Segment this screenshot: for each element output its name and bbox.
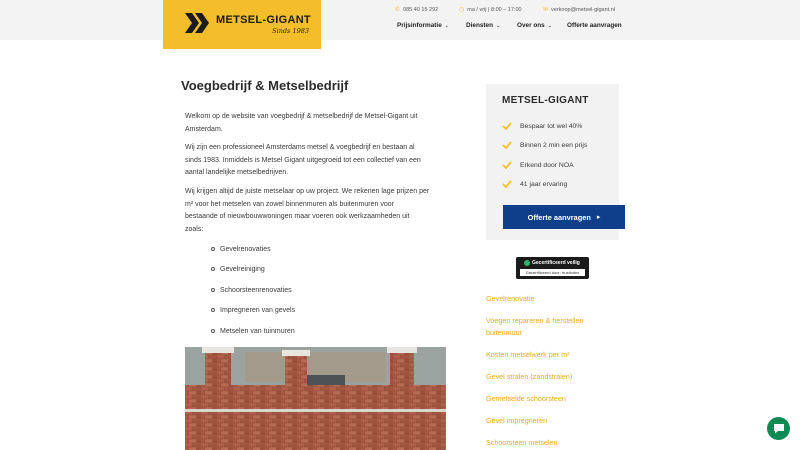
text-line: Wij zijn een professioneel Amsterdams metsel & voegbedrijf en bestaan al xyxy=(185,144,415,151)
feature-label: Erkend door NOA xyxy=(520,161,574,169)
card-title: METSEL-GIGANT xyxy=(502,95,589,106)
link-gemetselde-schoorsteen[interactable]: Gemetselde schoorsteen xyxy=(486,394,566,403)
about-paragraph xyxy=(185,142,450,180)
nav-diensten[interactable] xyxy=(466,22,500,29)
feature-item xyxy=(502,141,587,149)
intro-paragraph xyxy=(185,111,450,136)
list-item-label: Impregneren van gevels xyxy=(220,307,296,314)
check-icon xyxy=(502,141,512,149)
logo-since: Sinds 1983 xyxy=(272,27,309,35)
feature-label: Bespaar tot wel 40% xyxy=(520,122,583,130)
link-gevel-stralen[interactable]: Gevel stralen (zandstralen) xyxy=(486,372,573,381)
bullet-icon xyxy=(211,308,215,312)
text-line: Amsterdam. xyxy=(185,125,223,133)
email-address: verkoop@metsel-gigant.nl xyxy=(551,6,616,13)
text-line: zoals: xyxy=(185,225,204,233)
bullet-icon xyxy=(211,247,215,251)
link-kosten-metselwerk[interactable]: Kosten metselwerk per m² xyxy=(486,350,570,359)
bullet-icon xyxy=(211,329,215,333)
list-item-label: Schoorsteenrenovaties xyxy=(220,287,292,294)
page-title: Voegbedrijf & Metselbedrijf xyxy=(181,78,349,93)
link-schoorsteen-metselen[interactable]: Schoorsteen metselen xyxy=(486,438,558,447)
list-item-label: Metselen van tuinmuren xyxy=(220,328,295,335)
trust-title xyxy=(524,260,580,266)
chevrons-logo-icon xyxy=(185,13,209,33)
check-icon xyxy=(502,161,512,169)
list-item xyxy=(211,328,295,335)
logo-brand: METSEL-GIGANT xyxy=(216,14,311,26)
clock-icon: ◷ xyxy=(459,7,465,13)
phone-number: 085 40 15 292 xyxy=(403,6,439,13)
button-label: Offerte aanvragen xyxy=(527,212,591,222)
nav-label: Offerte aanvragen xyxy=(567,22,622,29)
opening-hours: ma / vrij | 8:00 – 17:00 xyxy=(467,6,522,13)
chat-bubble-icon xyxy=(773,423,785,434)
nav-label: Over ons xyxy=(517,22,545,29)
services-paragraph xyxy=(185,186,450,236)
email-contact[interactable] xyxy=(543,6,615,13)
trust-subtitle: Gecertificeerd door: trustindex xyxy=(520,269,585,276)
link-voegen-repareren[interactable]: Voegen repareren & herstellen buitenmuur xyxy=(486,316,584,337)
hours-contact xyxy=(459,6,522,13)
list-item-label: Gevelrenovaties xyxy=(220,246,271,253)
list-item xyxy=(211,266,265,273)
text-line: sinds 1983. Inmiddels is Metsel Gigant uitgegroeid tot een collectief van een xyxy=(185,156,421,164)
list-item-label: Gevelreiniging xyxy=(220,266,265,273)
feature-item xyxy=(502,180,567,188)
feature-item xyxy=(502,161,574,169)
brick-wall-photo xyxy=(185,347,446,450)
list-item xyxy=(211,287,292,294)
phone-contact[interactable] xyxy=(395,6,438,13)
trust-title-label: Gecertificeerd veilig xyxy=(532,260,580,266)
phone-icon: ✆ xyxy=(395,7,401,13)
nav-label: Diensten xyxy=(466,22,493,29)
nav-label: Prijsinformatie xyxy=(397,22,442,29)
link-gevel-impregneren[interactable]: Gevel impregneren xyxy=(486,416,548,425)
offerte-aanvragen-button[interactable] xyxy=(503,205,625,229)
text-line: Wij krijgen altijd de juiste metselaar op uw project. We rekenen lage prijzen per xyxy=(185,188,430,195)
bullet-icon xyxy=(211,288,215,292)
list-item xyxy=(211,307,295,314)
text-line: m² voor het metselen van zowel binnenmuren als buitenmuren voor xyxy=(185,200,394,208)
chevron-down-icon: ⌄ xyxy=(547,22,552,29)
nav-prijsinformatie[interactable] xyxy=(397,22,449,29)
nav-offerte-aanvragen[interactable] xyxy=(567,22,622,29)
text-line: Welkom op de website van voegbedrijf & metselbedrijf de Metsel-Gigant uit xyxy=(185,113,418,120)
feature-label: Binnen 2 min een prijs xyxy=(520,141,588,149)
feature-item xyxy=(502,122,582,130)
link-gevelrenovatie[interactable]: Gevelrenovatie xyxy=(486,294,535,303)
list-item xyxy=(211,246,271,253)
check-icon xyxy=(502,122,512,130)
check-icon xyxy=(502,180,512,188)
chevron-right-icon: ▸ xyxy=(596,214,601,221)
shield-check-icon xyxy=(524,260,530,266)
chat-button[interactable] xyxy=(767,417,790,440)
chevron-down-icon: ⌄ xyxy=(444,22,449,29)
text-line: bestaande of nieuwbouwwoningen maar voeren ook werkzaamheden uit xyxy=(185,213,410,220)
text-line: aantal landelijke metselbedrijven. xyxy=(185,169,289,176)
brick-wall-image xyxy=(185,347,446,450)
nav-over-ons[interactable] xyxy=(517,22,552,29)
bullet-icon xyxy=(211,267,215,271)
chevron-down-icon: ⌄ xyxy=(496,22,501,29)
mail-icon: ✉ xyxy=(543,7,549,13)
trustindex-badge[interactable] xyxy=(516,257,589,279)
site-logo[interactable] xyxy=(163,0,321,49)
feature-label: 41 jaar ervaring xyxy=(520,180,568,188)
